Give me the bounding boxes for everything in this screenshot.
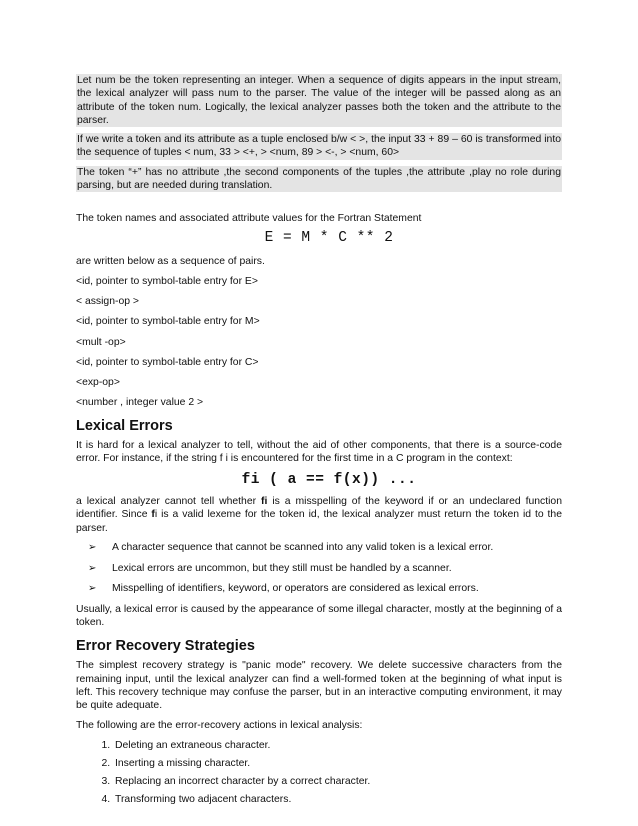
arrow-bullet-icon: ➢ bbox=[88, 583, 97, 595]
error-recovery-intro: The simplest recovery strategy is "panic mode" recovery. We delete successive characters from the remaining input, until the lexical analyzer can find a well-formed token at the beginning of what input is left. This recovery technique may confuse the parser, but in an interactive computing environment, it may be quite adequate. bbox=[76, 660, 562, 712]
error-recovery-list-intro: The following are the error-recovery actions in lexical analysis: bbox=[76, 720, 363, 732]
arrow-bullet-icon: ➢ bbox=[88, 542, 97, 554]
pairs-intro: are written below as a sequence of pairs. bbox=[76, 256, 265, 268]
list-item: 4. Transforming two adjacent characters. bbox=[113, 793, 562, 806]
arrow-bullet-icon: ➢ bbox=[88, 562, 97, 574]
token-pair: <mult -op> bbox=[76, 336, 126, 348]
token-pairs-list bbox=[76, 275, 562, 409]
explanation-text: is a misspelling of the keyword if or an undeclared function identifier. Since bbox=[76, 496, 562, 521]
highlighted-paragraph-plus-attribute: The token “+” has no attribute ,the second components of the tuples ,the attribute ,play no role during parsing, but are needed during translation. bbox=[77, 166, 561, 192]
list-item bbox=[88, 582, 562, 595]
token-pair: <exp-op> bbox=[76, 376, 120, 388]
highlighted-paragraph-num-token: Let num be the token representing an integer. When a sequence of digits appears in the input stream, the lexical analyzer will pass num to the parser. The value of the integer will be passed along as an attribute of the token num. Logically, the lexical analyzer passes both the token and the attribute to the parser. bbox=[77, 75, 561, 126]
lexical-errors-intro: It is hard for a lexical analyzer to tell, without the aid of other components, that there is a source-code error. For instance, if the string f i is encountered for the first time in a C program in the context: bbox=[76, 440, 562, 465]
explanation-bold-f: f bbox=[151, 509, 155, 521]
bullet-text: Misspelling of identifiers, keyword, or operators are considered as lexical errors. bbox=[112, 583, 479, 595]
token-pair: < assign-op > bbox=[76, 296, 139, 308]
token-pair: <id, pointer to symbol-table entry for M> bbox=[76, 316, 260, 328]
lexical-errors-explanation bbox=[76, 495, 562, 535]
token-pair: <number , integer value 2 > bbox=[76, 396, 204, 408]
list-item bbox=[88, 541, 562, 554]
code-example: fi ( a == f(x)) ... bbox=[241, 471, 417, 488]
bullet-text: A character sequence that cannot be scanned into any valid token is a lexical error. bbox=[112, 542, 494, 554]
list-item bbox=[88, 562, 562, 575]
token-pair: <id, pointer to symbol-table entry for C> bbox=[76, 356, 259, 368]
error-recovery-heading: Error Recovery Strategies bbox=[76, 638, 255, 655]
explanation-text: i is a valid lexeme for the token id, the lexical analyzer must return the token id to the parser. bbox=[76, 509, 562, 534]
token-pair: <id, pointer to symbol-table entry for E> bbox=[76, 276, 258, 288]
lexical-errors-closing: Usually, a lexical error is caused by the appearance of some illegal character, mostly at the beginning of a token. bbox=[76, 603, 562, 629]
bullet-text: Lexical errors are uncommon, but they still must be handled by a scanner. bbox=[112, 562, 452, 574]
lexical-errors-bullets bbox=[76, 541, 562, 595]
list-item: 2. Inserting a missing character. bbox=[113, 757, 562, 770]
list-item: 1. Deleting an extraneous character. bbox=[113, 739, 562, 752]
explanation-text: a lexical analyzer cannot tell whether bbox=[76, 496, 262, 508]
explanation-bold-fi: fi bbox=[261, 496, 268, 508]
error-recovery-actions bbox=[76, 739, 562, 806]
lexical-errors-heading: Lexical Errors bbox=[76, 418, 173, 435]
highlighted-paragraph-tuples: If we write a token and its attribute as a tuple enclosed b/w < >, the input 33 + 89 – 60 is transformed into the sequence of tuples < num, 33 > <+, > <num, 89 > <-, > <num, 60> bbox=[77, 134, 561, 159]
list-item: 3. Replacing an incorrect character by a correct character. bbox=[113, 775, 562, 788]
fortran-statement: E = M * C ** 2 bbox=[264, 230, 394, 247]
fortran-intro: The token names and associated attribute values for the Fortran Statement bbox=[76, 213, 422, 225]
spacer bbox=[76, 198, 562, 212]
